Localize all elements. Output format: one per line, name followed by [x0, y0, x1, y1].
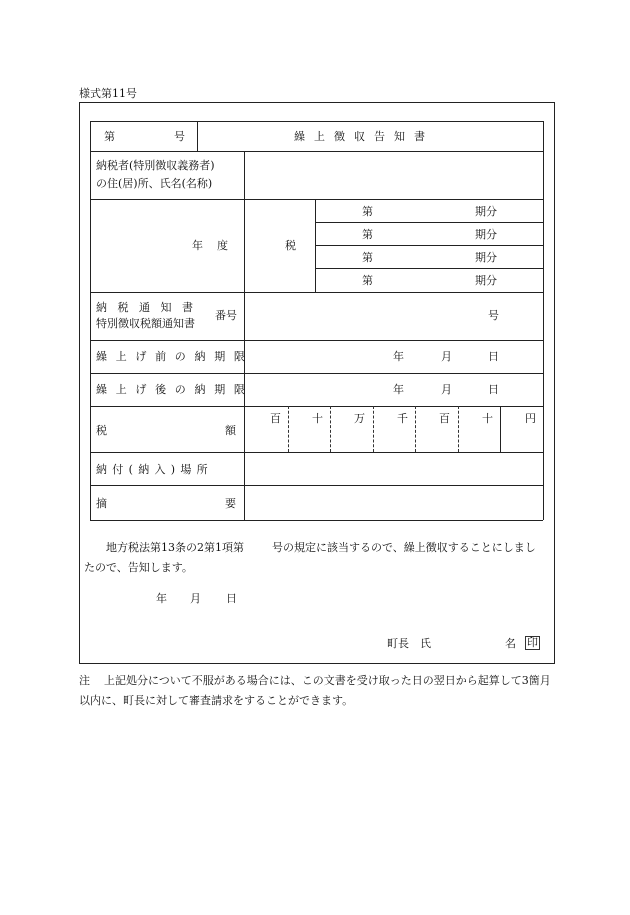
due-after-label: 繰上げ後の納期限 [96, 383, 254, 396]
digit-unit-yen: 円 [525, 412, 536, 425]
due-after-day: 日 [488, 383, 499, 396]
period-3-prefix: 第 [362, 251, 373, 264]
due-before-label: 繰上げ前の納期限 [96, 350, 254, 363]
notice-number-label: 番号 [215, 309, 237, 322]
digit-unit-man: 万 [354, 412, 365, 425]
statement-part2: 号の規定に該当するので、繰上徴収することにしましたので、告知します。 [84, 541, 536, 574]
tax-amount-label: 税額 [96, 424, 354, 437]
period-3-suffix: 期分 [475, 251, 497, 264]
note-label: 注 [79, 674, 90, 687]
town-head-label: 町長 [387, 637, 409, 650]
period-1-suffix: 期分 [475, 205, 497, 218]
remarks-label: 摘要 [96, 497, 354, 510]
statement-text [84, 538, 546, 578]
notice-label-line2: 特別徴収税額通知書 [96, 317, 195, 330]
taxpayer-label-line1: 納税者(特別徴収義務者) [96, 159, 215, 172]
form-number: 様式第11号 [79, 87, 137, 100]
period-2-suffix: 期分 [475, 228, 497, 241]
form-title: 繰上徴収告知書 [294, 130, 434, 143]
due-after-year: 年 [393, 383, 404, 396]
digit-unit-hundreds-man: 百 [270, 412, 281, 425]
digit-unit-tens: 十 [482, 412, 493, 425]
period-1-prefix: 第 [362, 205, 373, 218]
period-4-suffix: 期分 [475, 274, 497, 287]
digit-unit-tens-man: 十 [312, 412, 323, 425]
signature-name-prefix: 氏 [420, 637, 431, 650]
issue-date-day: 日 [226, 592, 237, 605]
due-after-month: 月 [441, 383, 452, 396]
due-before-year: 年 [393, 350, 404, 363]
issue-date-year: 年 [156, 592, 167, 605]
taxpayer-label-line2: の住(居)所、氏名(名称) [96, 177, 213, 190]
seal-mark: 印 [527, 636, 538, 649]
due-before-day: 日 [488, 350, 499, 363]
digit-unit-hundreds: 百 [439, 412, 450, 425]
due-before-month: 月 [441, 350, 452, 363]
payment-place-label: 納付(納入)場所 [96, 463, 213, 476]
notice-label-line1: 納税通知書 [96, 301, 204, 314]
statement-part1: 地方税法第13条の2第1項第 [106, 541, 244, 554]
notice-number-suffix: 号 [488, 309, 499, 322]
digit-unit-thousands: 千 [397, 412, 408, 425]
tax-label: 税 [285, 239, 296, 252]
issue-date-month: 月 [190, 592, 201, 605]
signature-name-suffix: 名 [505, 637, 516, 650]
period-2-prefix: 第 [362, 228, 373, 241]
note [79, 671, 559, 711]
period-4-prefix: 第 [362, 274, 373, 287]
number-label: 第 [104, 130, 115, 143]
year-label: 年度 [192, 239, 242, 252]
note-text: 上記処分について不服がある場合には、この文書を受け取った日の翌日から起算して3箇月以内に、町長に対して審査請求をすることができます。 [79, 674, 551, 707]
number-suffix: 号 [174, 130, 185, 143]
